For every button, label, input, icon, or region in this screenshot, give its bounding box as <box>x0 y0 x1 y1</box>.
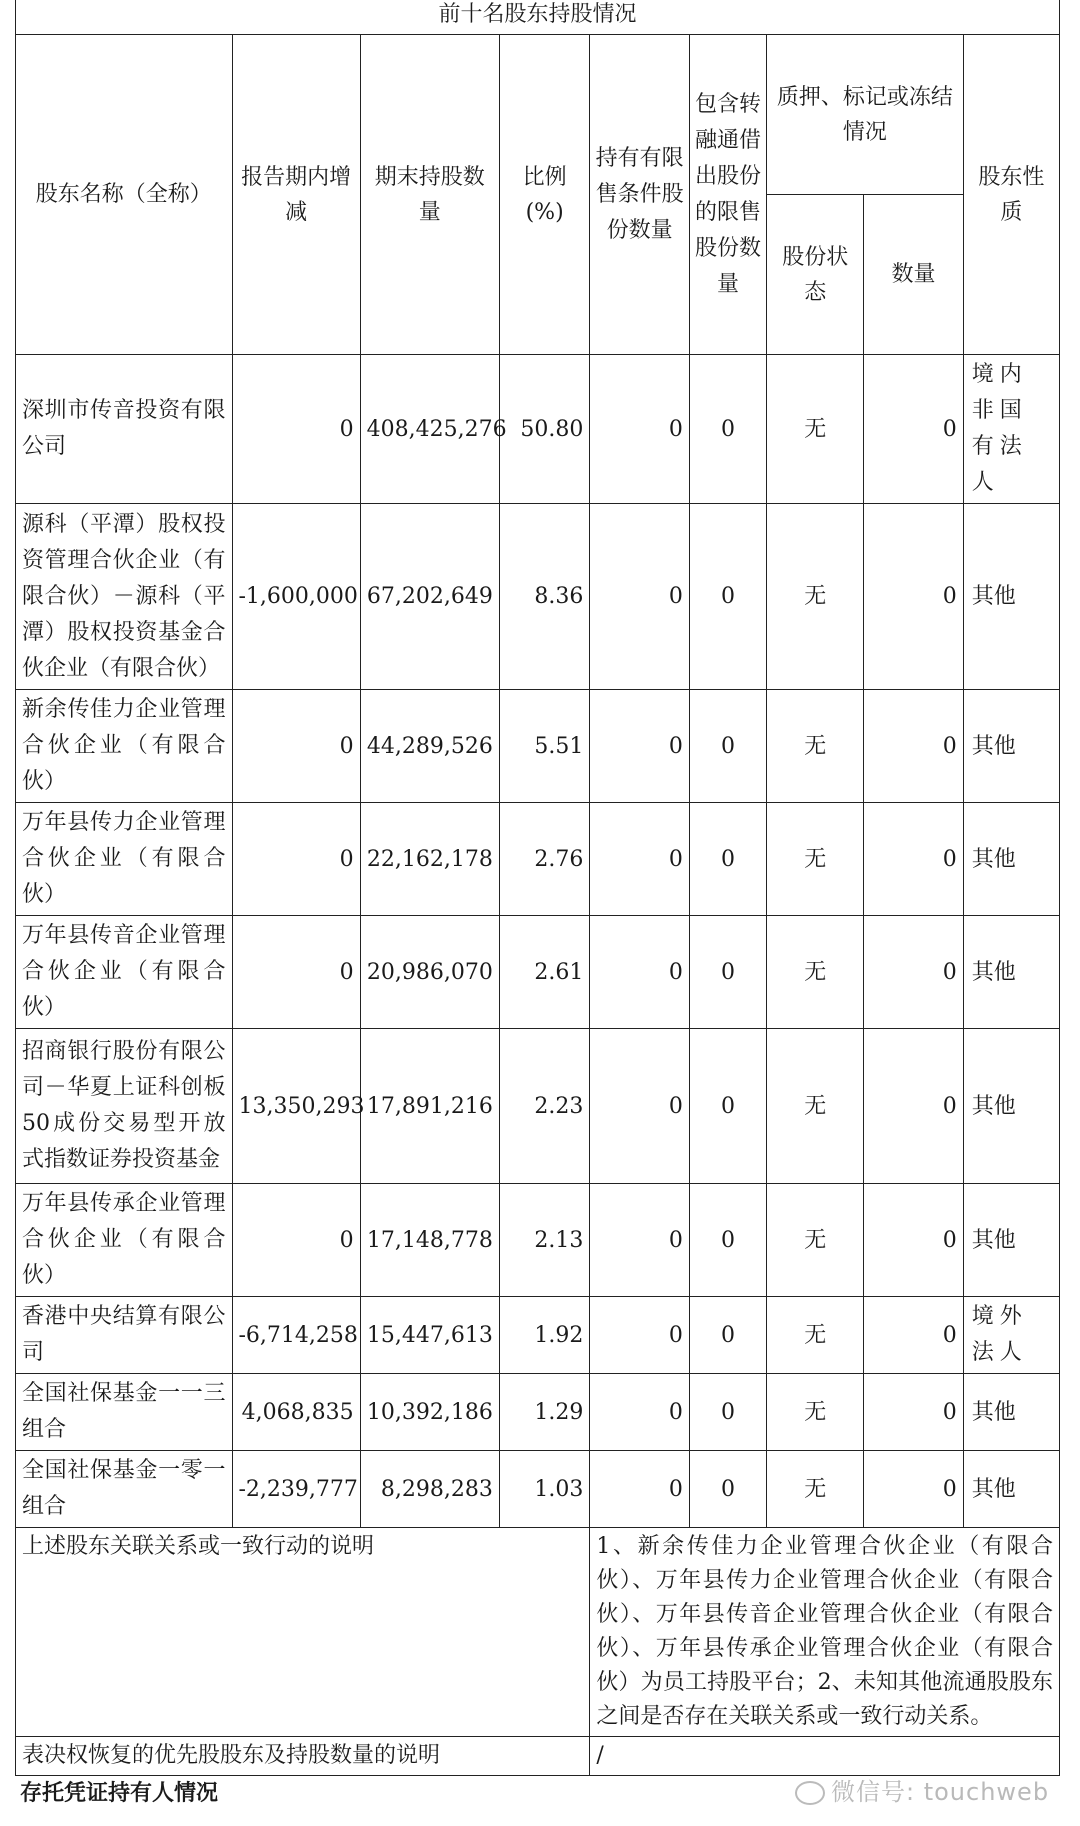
shareholder-name: 万年县传力企业管理合伙企业（有限合伙） <box>16 803 233 916</box>
pledge-qty-value: 0 <box>864 916 963 1029</box>
lent-value: 0 <box>689 803 766 916</box>
shares-value: 44,289,526 <box>360 690 499 803</box>
ratio-value: 2.61 <box>499 916 590 1029</box>
header-change: 报告期内增减 <box>232 35 360 355</box>
table-row <box>16 916 1060 1029</box>
nature-value: 境内非国有法人 <box>963 355 1059 504</box>
shareholder-name: 源科（平潭）股权投资管理合伙企业（有限合伙）－源科（平潭）股权投资基金合伙企业（有限合伙） <box>16 504 233 690</box>
nature-value: 其他 <box>963 690 1059 803</box>
pledge-status-value: 无 <box>767 1184 864 1297</box>
change-value: 13,350,293 <box>232 1029 360 1184</box>
shares-value: 22,162,178 <box>360 803 499 916</box>
preferred-label: 表决权恢复的优先股股东及持股数量的说明 <box>16 1737 590 1776</box>
lent-value: 0 <box>689 1029 766 1184</box>
change-value: 0 <box>232 1184 360 1297</box>
header-ratio: 比例(%) <box>499 35 590 355</box>
shares-value: 20,986,070 <box>360 916 499 1029</box>
header-name: 股东名称（全称） <box>16 35 233 355</box>
table-row <box>16 355 1060 504</box>
nature-value: 其他 <box>963 916 1059 1029</box>
pledge-status-value: 无 <box>767 504 864 690</box>
pledge-status-value: 无 <box>767 1297 864 1374</box>
restricted-value: 0 <box>590 690 689 803</box>
shares-value: 17,148,778 <box>360 1184 499 1297</box>
header-pledge-status: 股份状态 <box>767 195 864 355</box>
nature-value: 其他 <box>963 504 1059 690</box>
pledge-qty-value: 0 <box>864 1374 963 1451</box>
header-restricted: 持有有限售条件股份数量 <box>590 35 689 355</box>
shares-value: 15,447,613 <box>360 1297 499 1374</box>
shareholder-name: 万年县传承企业管理合伙企业（有限合伙） <box>16 1184 233 1297</box>
ratio-value: 2.76 <box>499 803 590 916</box>
top-ten-shareholders-table <box>15 0 1060 1776</box>
pledge-status-value: 无 <box>767 1374 864 1451</box>
table-row <box>16 1297 1060 1374</box>
ratio-value: 50.80 <box>499 355 590 504</box>
shareholder-name: 全国社保基金一零一组合 <box>16 1451 233 1528</box>
nature-value: 其他 <box>963 803 1059 916</box>
ratio-value: 1.92 <box>499 1297 590 1374</box>
change-value: 0 <box>232 916 360 1029</box>
lent-value: 0 <box>689 1451 766 1528</box>
shareholder-name: 万年县传音企业管理合伙企业（有限合伙） <box>16 916 233 1029</box>
shareholder-name: 新余传佳力企业管理合伙企业（有限合伙） <box>16 690 233 803</box>
nature-value: 境外法人 <box>963 1297 1059 1374</box>
header-shares: 期末持股数量 <box>360 35 499 355</box>
header-nature: 股东性质 <box>963 35 1059 355</box>
nature-value: 其他 <box>963 1451 1059 1528</box>
lent-value: 0 <box>689 504 766 690</box>
pledge-qty-value: 0 <box>864 355 963 504</box>
pledge-qty-value: 0 <box>864 803 963 916</box>
change-value: -2,239,777 <box>232 1451 360 1528</box>
change-value: 0 <box>232 355 360 504</box>
pledge-qty-value: 0 <box>864 690 963 803</box>
lent-value: 0 <box>689 1297 766 1374</box>
change-value: 0 <box>232 690 360 803</box>
pledge-status-value: 无 <box>767 1451 864 1528</box>
lent-value: 0 <box>689 690 766 803</box>
table-row <box>16 803 1060 916</box>
preferred-text: / <box>590 1737 1060 1776</box>
pledge-qty-value: 0 <box>864 1297 963 1374</box>
pledge-status-value: 无 <box>767 1029 864 1184</box>
lent-value: 0 <box>689 1374 766 1451</box>
nature-value: 其他 <box>963 1029 1059 1184</box>
table-row <box>16 1374 1060 1451</box>
table-row <box>16 504 1060 690</box>
relation-label: 上述股东关联关系或一致行动的说明 <box>16 1528 590 1737</box>
restricted-value: 0 <box>590 1451 689 1528</box>
ratio-value: 1.29 <box>499 1374 590 1451</box>
restricted-value: 0 <box>590 355 689 504</box>
pledge-qty-value: 0 <box>864 1184 963 1297</box>
watermark-text: 微信号: touchweb <box>831 1778 1050 1806</box>
lent-value: 0 <box>689 916 766 1029</box>
ratio-value: 8.36 <box>499 504 590 690</box>
lent-value: 0 <box>689 1184 766 1297</box>
pledge-qty-value: 0 <box>864 504 963 690</box>
restricted-value: 0 <box>590 1184 689 1297</box>
pledge-qty-value: 0 <box>864 1451 963 1528</box>
shareholder-name: 深圳市传音投资有限公司 <box>16 355 233 504</box>
ratio-value: 2.13 <box>499 1184 590 1297</box>
ratio-value: 1.03 <box>499 1451 590 1528</box>
header-lent-text: 包含转融通借出股份的限售股份数量 <box>694 91 761 297</box>
shares-value: 8,298,283 <box>360 1451 499 1528</box>
watermark <box>795 1772 1049 1807</box>
change-value: 0 <box>232 803 360 916</box>
table-row <box>16 690 1060 803</box>
shares-value: 408,425,276 <box>360 355 499 504</box>
header-pledge-group: 质押、标记或冻结情况 <box>767 35 964 195</box>
ratio-value: 5.51 <box>499 690 590 803</box>
shareholder-name: 招商银行股份有限公司－华夏上证科创板50成份交易型开放式指数证券投资基金 <box>16 1029 233 1184</box>
restricted-value: 0 <box>590 504 689 690</box>
restricted-value: 0 <box>590 916 689 1029</box>
header-pledge-qty: 数量 <box>864 195 963 355</box>
table-row <box>16 1184 1060 1297</box>
shares-value: 10,392,186 <box>360 1374 499 1451</box>
shareholder-name: 全国社保基金一一三组合 <box>16 1374 233 1451</box>
lent-value: 0 <box>689 355 766 504</box>
table-caption: 前十名股东持股情况 <box>16 0 1060 35</box>
table-row <box>16 1029 1060 1184</box>
restricted-value: 0 <box>590 1029 689 1184</box>
restricted-value: 0 <box>590 1297 689 1374</box>
shares-value: 67,202,649 <box>360 504 499 690</box>
pledge-status-value: 无 <box>767 916 864 1029</box>
change-value: 4,068,835 <box>232 1374 360 1451</box>
pledge-status-value: 无 <box>767 803 864 916</box>
change-value: -1,600,000 <box>232 504 360 690</box>
relation-text: 1、新余传佳力企业管理合伙企业（有限合伙）、万年县传力企业管理合伙企业（有限合伙）、万年县传音企业管理合伙企业（有限合伙）、万年县传承企业管理合伙企业（有限合伙）为员工持股平台；2、未知其他流通股股东之间是否存在关联关系或一致行动关系。 <box>590 1528 1060 1737</box>
pledge-qty-value: 0 <box>864 1029 963 1184</box>
shares-value: 17,891,216 <box>360 1029 499 1184</box>
nature-value: 其他 <box>963 1374 1059 1451</box>
depositary-receipt-heading: 存托凭证持有人情况 <box>20 1780 219 1806</box>
change-value: -6,714,258 <box>232 1297 360 1374</box>
nature-value: 其他 <box>963 1184 1059 1297</box>
restricted-value: 0 <box>590 1374 689 1451</box>
pledge-status-value: 无 <box>767 690 864 803</box>
pledge-status-value: 无 <box>767 355 864 504</box>
header-lent <box>689 35 766 355</box>
wechat-icon <box>795 1781 825 1805</box>
shareholder-name: 香港中央结算有限公司 <box>16 1297 233 1374</box>
table-row <box>16 1451 1060 1528</box>
ratio-value: 2.23 <box>499 1029 590 1184</box>
restricted-value: 0 <box>590 803 689 916</box>
